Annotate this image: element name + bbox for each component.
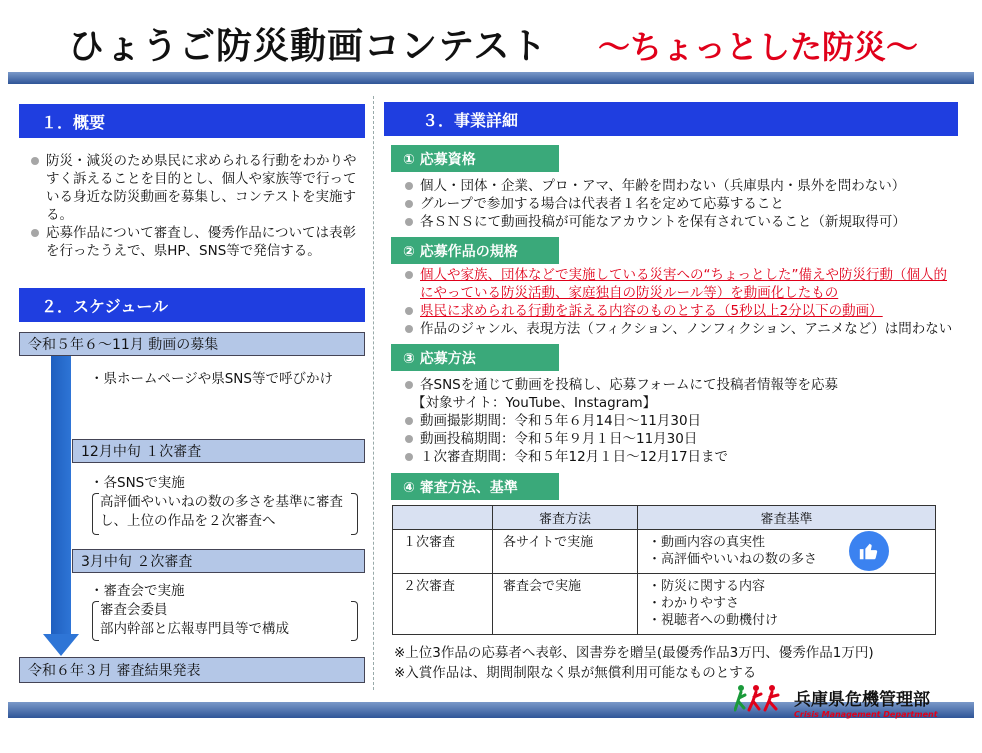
schedule-committee-line: 審査会委員: [100, 602, 168, 618]
review-method: 審査会で実施: [493, 574, 638, 635]
header-divider-bar: [8, 72, 974, 84]
schedule-second-review-detail: ・審査会で実施: [90, 583, 185, 599]
org-subtitle: Crisis Management Department: [794, 710, 938, 719]
method-period: １次審査期間：令和５年12月１日～12月17日まで: [404, 448, 960, 466]
running-people-logo-icon: [734, 684, 786, 720]
requirements-heading: ② 応募作品の規格: [391, 237, 559, 264]
method-bullet: 各SNSを通じて動画を投稿し、応募フォームにて投稿者情報等を応募: [404, 376, 960, 394]
method-period: 動画投稿期間：令和５年９月１日～11月30日: [404, 430, 960, 448]
column-divider: [373, 96, 374, 690]
notes: [394, 643, 874, 683]
review-stage: ２次審査: [393, 574, 493, 635]
schedule-committee-line: 部内幹部と広報専門員等で構成: [100, 621, 289, 637]
down-arrow-icon: [43, 634, 79, 656]
schedule-first-review-detail: ・各SNSで実施: [90, 475, 185, 491]
page-subtitle: 〜ちょっとした防災〜: [598, 28, 919, 66]
schedule-phase-recruit: 令和５年６～11月 動画の募集: [19, 332, 365, 356]
note-line: ※入賞作品は、期間制限なく県が無償利用可能なものとする: [394, 665, 757, 681]
review-criteria-table: [392, 505, 936, 635]
table-header-cell: 審査方法: [493, 506, 638, 530]
review-method: 各サイトで実施: [493, 530, 638, 574]
eligibility-bullet: 各ＳＮＳにて動画投稿が可能なアカウントを保有されていること（新規取得可）: [404, 213, 964, 231]
requirements-bullet: [404, 302, 960, 320]
schedule-phase-results: 令和６年３月 審査結果発表: [19, 657, 365, 683]
org-name-block: [794, 685, 938, 719]
table-header-cell: [393, 506, 493, 530]
thumbs-up-glyph: [858, 540, 880, 562]
requirements-highlight: 県民に求められる行動を訴える内容のものとする（5秒以上2分以下の動画）: [420, 303, 883, 319]
method-list: [404, 376, 960, 466]
eligibility-bullet: グループで参加する場合は代表者１名を定めて応募すること: [404, 195, 964, 213]
review-criterion: ・高評価やいいねの数の多さ: [648, 552, 818, 567]
eligibility-heading: ① 応募資格: [391, 145, 559, 172]
review-criterion: ・動画内容の真実性: [648, 535, 766, 550]
thumbs-up-icon: [849, 531, 889, 571]
requirements-list: [404, 266, 960, 338]
method-period: 動画撮影期間：令和５年６月14日～11月30日: [404, 412, 960, 430]
requirements-bullet: 作品のジャンル、表現方法（フィクション、ノンフィクション、アニメなど）は問わない: [404, 320, 960, 338]
overview-bullet: 応募作品について審査し、優秀作品については表彰を行ったうえで、県HP、SNS等で発信する。: [30, 224, 360, 260]
details-heading: ３．事業詳細: [384, 102, 958, 136]
page-title: ひょうご防災動画コンテスト: [68, 26, 548, 67]
review-criteria: [638, 574, 936, 635]
schedule-heading: ２．スケジュール: [19, 288, 365, 322]
overview-list: [30, 152, 360, 260]
timeline-arrow-shaft: [51, 355, 71, 635]
method-sites: 【対象サイト：YouTube、Instagram】: [412, 395, 657, 411]
schedule-phase-first-review: 12月中旬 １次審査: [72, 439, 365, 463]
eligibility-bullet: 個人・団体・企業、プロ・アマ、年齢を問わない（兵庫県内・県外を問わない）: [404, 177, 964, 195]
eligibility-list: [404, 177, 964, 231]
schedule-first-review-note: [92, 493, 358, 535]
requirements-bullet: [404, 266, 960, 302]
review-heading: ④ 審査方法、基準: [391, 473, 559, 500]
overview-heading: １．概要: [19, 104, 365, 138]
review-criteria: [638, 530, 936, 574]
table-header-cell: 審査基準: [638, 506, 936, 530]
schedule-phase-second-review: 3月中旬 ２次審査: [72, 549, 365, 573]
table-header-row: [393, 506, 936, 530]
schedule-first-review-note-text: 高評価やいいねの数の多さを基準に審査し、上位の作品を２次審査へ: [100, 494, 343, 529]
review-criterion: ・わかりやすさ: [648, 596, 740, 611]
method-heading: ③ 応募方法: [391, 344, 559, 371]
schedule-committee-note: [92, 601, 358, 641]
org-name: 兵庫県危機管理部: [794, 690, 930, 710]
note-line: ※上位3作品の応募者へ表彰、図書券を贈呈(最優秀作品3万円、優秀作品1万円): [394, 645, 874, 661]
running-figures-graphic: [734, 684, 786, 714]
review-criterion: ・防災に関する内容: [648, 579, 766, 594]
table-row: [393, 574, 936, 635]
org-logo: [734, 684, 938, 720]
overview-bullet: 防災・減災のため県民に求められる行動をわかりやすく訴えることを目的とし、個人や家族等で行っている身近な防災動画を募集し、コンテストを実施する。: [30, 152, 360, 224]
requirements-highlight: 個人や家族、団体などで実施している災害への“ちょっとした”備えや防災行動（個人的にやっている防災活動、家庭独自の防災ルール等）を動画化したもの: [420, 267, 947, 301]
review-criterion: ・視聴者への動機付け: [648, 613, 779, 628]
schedule-recruit-detail: ・県ホームページや県SNS等で呼びかけ: [90, 371, 333, 387]
review-stage: １次審査: [393, 530, 493, 574]
